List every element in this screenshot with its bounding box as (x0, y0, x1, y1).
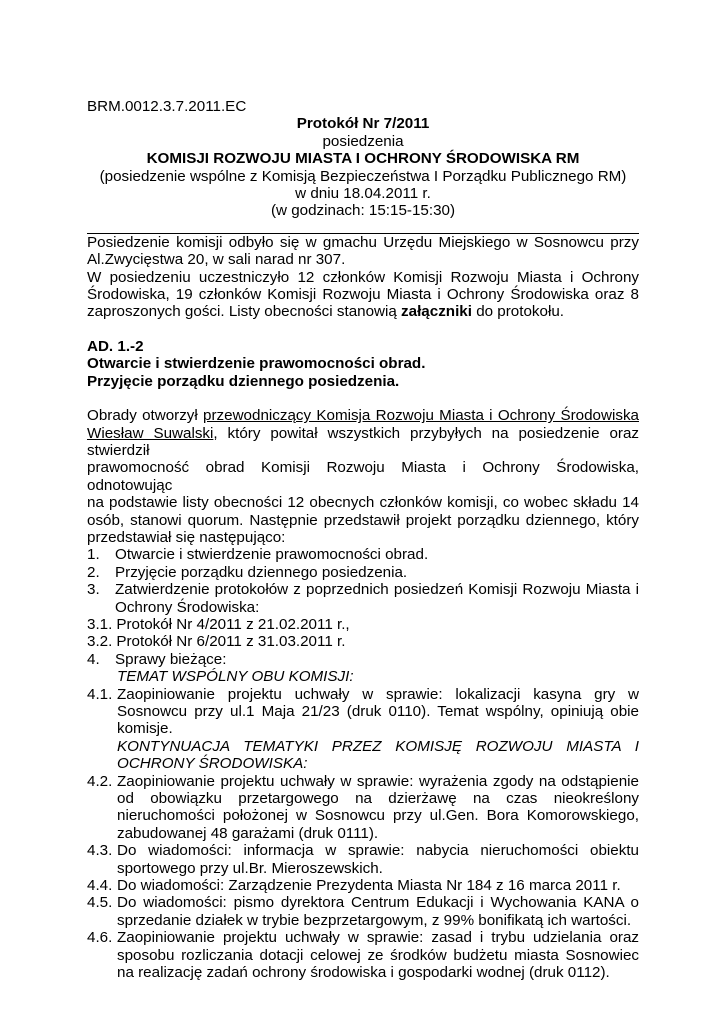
joint-topic-heading: TEMAT WSPÓLNY OBU KOMISJI: (117, 668, 354, 686)
agenda-text: Zaopiniowanie projektu uchwały w sprawie: lokalizacji kasyna gry w Sosnowcu przy ul.1 Maja 21/23 (druk 0110). Temat wspólny, opiniują obie komisje. (117, 685, 639, 738)
agenda-item (87, 894, 639, 929)
agenda-item (87, 564, 639, 581)
continuation-heading: KONTYNUACJA TEMATYKI PRZEZ KOMISJĘ ROZWOJU MIASTA I OCHRONY ŚRODOWISKA: (117, 737, 639, 773)
body-text: , który powitał wszystkich przybyłych na posiedzenie oraz stwierdził (87, 424, 639, 459)
intro-line: Posiedzenie komisji odbyło się w gmachu Urzędu Miejskiego w Sosnowcu przy (87, 233, 639, 251)
body-line (87, 407, 639, 424)
agenda-text: Sprawy bieżące: (115, 650, 227, 668)
intro-line (87, 303, 639, 320)
agenda-text: Do wiadomości: informacja w sprawie: nabycia nieruchomości obiektu sportowego przy ul.Br. Mieroszewskich. (117, 842, 639, 877)
body-line: przedstawiał się następująco: (87, 528, 286, 546)
agenda-number: 4.1. (87, 685, 113, 703)
body-line: na podstawie listy obecności 12 obecnych członków komisji, co wobec składu 14 (87, 494, 639, 512)
intro-text: do protokołu. (471, 303, 564, 321)
agenda-text: Zaopiniowanie projektu uchwały w sprawie: wyrażenia zgody na odstąpienie od obowiązku przetargowego na dzierżawę na czas nieokreślony nieruchomości położonej w Sosnowcu przy ul.Gen. Bora Komorowskiego, zabudowanej 48 garażami (druk 0111). (117, 772, 639, 842)
agenda-number: 3.2. (87, 633, 113, 651)
chairman-link: przewodniczący Komisja Rozwoju Miasta i Ochrony Środowiska (203, 407, 639, 425)
attachments-word: załączniki (401, 303, 472, 321)
agenda-item (87, 877, 639, 894)
body-text: Obrady otworzył (87, 407, 204, 425)
agenda-number: 2. (87, 563, 100, 581)
agenda-text: Otwarcie i stwierdzenie prawomocności obrad. (115, 546, 429, 564)
agenda-number: 4.3. (87, 842, 113, 860)
agenda-text: Zatwierdzenie protokołów z poprzednich posiedzeń Komisji Rozwoju Miasta i Ochrony Środowiska: (115, 581, 639, 616)
agenda-number: 4.5. (87, 894, 113, 912)
document-page (87, 98, 639, 982)
agenda-number: 3.1. (87, 615, 113, 633)
protocol-title: Protokół Nr 7/2011 (296, 115, 430, 133)
section-subheading: Przyjęcie porządku dziennego posiedzenia. (87, 372, 400, 390)
agenda-list (87, 546, 639, 981)
body-line: prawomocność obrad Komisji Rozwoju Miasta i Ochrony Środowiska, odnotowując (87, 459, 639, 494)
intro-line: W posiedzeniu uczestniczyło 12 członków Komisji Rozwoju Miasta i Ochrony (87, 268, 639, 286)
agenda-text: Zaopiniowanie projektu uchwały w sprawie: zasad i trybu udzielania oraz sposobu rozliczania dotacji celowej ze środków budżetu miasta Sosnowiec na realizację zadań ochrony środowiska i gospodarki wodnej (druk 0112). (117, 929, 639, 982)
committee-name: KOMISJI ROZWOJU MIASTA I OCHRONY ŚRODOWISKA RM (146, 150, 580, 168)
agenda-number: 4. (87, 650, 100, 668)
intro-line: Al.Zwycięstwa 20, w sali narad nr 307. (87, 251, 346, 269)
agenda-item (87, 842, 639, 877)
agenda-item (87, 773, 639, 843)
agenda-text: Przyjęcie porządku dziennego posiedzenia. (115, 563, 408, 581)
agenda-text: Protokół Nr 4/2011 z 21.02.2011 r., (116, 615, 350, 633)
body-line (87, 425, 639, 460)
document-reference: BRM.0012.3.7.2011.EC (87, 98, 247, 115)
section-heading: AD. 1.-2 (87, 337, 144, 355)
chairman-name: Wiesław Suwalski (87, 424, 214, 442)
session-hours: (w godzinach: 15:15-15:30) (270, 202, 456, 220)
agenda-item (87, 546, 639, 563)
intro-line: Środowiska, 19 członków Komisji Rozwoju Miasta i Ochrony Środowiska oraz 8 (87, 286, 639, 304)
agenda-number: 4.2. (87, 772, 113, 790)
agenda-item (87, 581, 639, 616)
agenda-number: 3. (87, 581, 100, 599)
section-subheading: Otwarcie i stwierdzenie prawomocności obrad. (87, 355, 426, 373)
protocol-subtitle: posiedzenia (322, 132, 404, 150)
joint-session-note: (posiedzenie wspólne z Komisją Bezpieczeństwa I Porządku Publicznego RM) (99, 167, 627, 185)
agenda-number: 1. (87, 546, 100, 564)
agenda-text: Do wiadomości: pismo dyrektora Centrum Edukacji i Wychowania KANA o sprzedanie działek w trybie bezprzetargowym, z 99% bonifikatą ich wartości. (117, 894, 639, 929)
agenda-item (87, 616, 639, 633)
agenda-item (87, 929, 639, 981)
agenda-text: Protokół Nr 6/2011 z 31.03.2011 r. (116, 633, 346, 651)
agenda-text: Do wiadomości: Zarządzenie Prezydenta Miasta Nr 184 z 16 marca 2011 r. (117, 877, 621, 895)
agenda-number: 4.6. (87, 929, 113, 947)
body-line: osób, stanowi quorum. Następnie przedstawił projekt porządku dziennego, który (87, 511, 639, 529)
agenda-item (87, 651, 639, 668)
intro-text: zaproszonych gości. Listy obecności stanowią (87, 303, 402, 321)
agenda-number: 4.4. (87, 877, 113, 895)
agenda-item (87, 686, 639, 738)
agenda-item (87, 633, 639, 650)
session-date: w dniu 18.04.2011 r. (295, 185, 431, 203)
